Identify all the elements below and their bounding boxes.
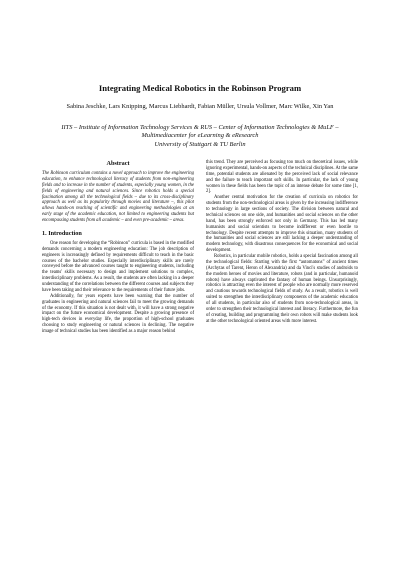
- section-heading: 1. Introduction: [42, 229, 82, 237]
- affiliation-institutes: IITS – Institute of Information Technology Services & RUS – Center of Information Technologies & MuLF – Multimediacenter for eLearning & eResearch: [61, 124, 339, 140]
- abstract-text: The Robinson curriculum contains a novel approach to improve the engineering education, to enhance technological literacy of students from non-engineering fields and to increase in the number of students, especially young women, in the fields of engineering and natural sciences. Since robotics holds a special fascination among all the technological fields – due to its cross-disciplinary approach as well as its popularity through movies and literature –, this pilot allows hands-on teaching of scientific and engineering methodologies at an early stage of the academic education, not limited to engineering students but encompassing students from all academic – and even pre-academic – areas.: [42, 171, 194, 223]
- abstract-heading: Abstract: [106, 160, 130, 167]
- body-paragraph: One reason for developing the “Robinson” curricula is based in the modified demands concerning a modern engineering education: The job description of engineers is increasingly defined by requirements difficult to teach in the basic courses of the bachelor studies. Especially interdisciplinary skills are rarely conveyed before the advanced courses taught to engineering students, including the teams' skills necessary to design and implement solutions to complex, interdisciplinary problems. As a result, the students are often lacking in a deeper understanding of the correlations between the different courses and subjects they have been taking and their relevance to the requirements of their future jobs.: [42, 240, 194, 293]
- paper-title: Integrating Medical Robotics in the Robinson Program: [98, 83, 302, 93]
- right-column: [206, 160, 358, 325]
- left-column: [42, 160, 194, 335]
- body-paragraph: Robotics, in particular mobile robotics, holds a special fascination among all the technological fields: Starting with the first “automatons” of ancient times (Archytas of Tarent, Heron of Alexandria) and da Vinci's studies of androids to the modern heroes of movies and literature, robots (and in particular, humanoid robots) have always captivated the fantasy of human beings. Unsurprisingly, robotics is attracting even the interest of people who are normally more reserved and cautious towards technological fields of study. As a result, robotics is well suited to strengthen the interdisciplinary components of the academic education of all students, in particular also of students from non-technological areas, in order to strengthen their technological interest and literacy. Furthermore, the fun of creating, building and programming their own robots will make students look at the other technological oriented areas with more interest.: [206, 254, 358, 324]
- body-paragraph: Additionally, for years experts have been warning that the number of graduates in engineering and natural sciences fail to meet the growing demands of the economy. If this situation is not dealt with, it will have a strong negative impact on the future economical development. Despite a growing presence of high-tech devices in everyday life, the proportion of high-school graduates choosing to study engineering or natural sciences in declining. The negative image of technical studies has been identified as a major reason behind: [42, 293, 194, 334]
- affiliation: [60, 124, 340, 149]
- body-paragraph: Another central motivation for the creation of curricula on robotics for students from the non-technological areas is given by the increasing indifference to technology in large sections of society. The division between natural and technical sciences on one side, and humanities and social sciences on the other hand, has been strongly enforced not only in Germany. This has led many humanists and social scientists to become indifferent or even hostile to technology. Despite recent attempts to improve this situation, many students of the humanities and social sciences are still lacking a deeper understanding of modern technology, with disastrous consequences for the economical and social development.: [206, 195, 358, 254]
- author-list: Sabina Jeschke, Lars Knipping, Marcus Liebhardt, Fabian Müller, Ursula Vollmer, Marc Wilke, Xin Yan: [66, 103, 334, 110]
- affiliation-universities: University of Stuttgart & TU Berlin: [154, 140, 246, 148]
- body-paragraph: this trend. They are perceived as focusing too much on theoretical issues, while ignoring experimental, hands-on aspects of the technical disciplines. At the same time, potential students are alienated by the perceived lack of social relevance and the failure to teach important soft skills. In particular, the lack of young women in these fields has been the topic of an intense debate for some time [1, 2].: [206, 160, 358, 195]
